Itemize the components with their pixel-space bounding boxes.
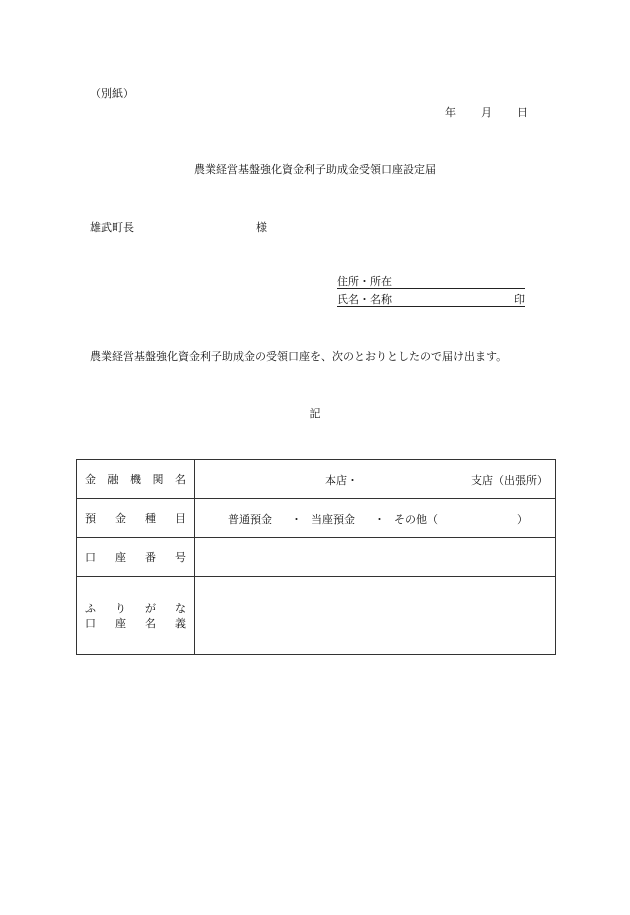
type-label-char: 金: [115, 512, 126, 525]
account-number-label-char: 座: [115, 551, 126, 564]
ordinary-deposit-option[interactable]: 普通預金: [228, 513, 272, 526]
account-holder-row: [77, 577, 556, 655]
type-label-char: 目: [175, 512, 186, 525]
address-label: 住所・所在: [337, 275, 392, 288]
other-deposit-option[interactable]: その他（: [394, 513, 438, 526]
address-field[interactable]: [337, 273, 525, 289]
account-number-row: [77, 538, 556, 577]
holder-label-char: 義: [175, 616, 186, 630]
bank-label-char: 名: [175, 473, 186, 486]
account-holder-field[interactable]: [195, 577, 556, 655]
addressee-honorific: 様: [256, 221, 267, 234]
page-title: 農業経営基盤強化資金利子助成金受領口座設定届: [194, 163, 436, 176]
account-number-label: [77, 538, 195, 577]
furigana-label-char: が: [145, 601, 156, 615]
date-day: 日: [517, 106, 528, 119]
account-number-label-char: 口: [85, 551, 96, 564]
account-number-label-char: 番: [145, 551, 156, 564]
bank-label: [77, 460, 195, 499]
ki-label: 記: [309, 407, 321, 420]
name-field[interactable]: [337, 291, 525, 307]
bank-label-char: 融: [107, 473, 119, 486]
bank-label-char: 関: [152, 473, 164, 486]
statement-text: 農業経営基盤強化資金利子助成金の受領口座を、次のとおりとしたので届け出ます。: [90, 350, 508, 363]
separator: ・: [291, 513, 302, 526]
bank-name-field[interactable]: [195, 460, 556, 499]
current-deposit-option[interactable]: 当座預金: [311, 513, 355, 526]
date-month: 月: [481, 106, 492, 119]
furigana-label-char: な: [175, 601, 186, 615]
main-branch-label: 本店・: [325, 474, 358, 487]
holder-label-char: 座: [115, 616, 126, 630]
date-year: 年: [445, 106, 456, 119]
holder-label-char: 名: [145, 616, 156, 630]
type-label-char: 預: [85, 512, 96, 525]
furigana-label-char: ふ: [85, 601, 96, 615]
bank-label-char: 金: [85, 473, 96, 486]
account-number-label-char: 号: [175, 551, 186, 564]
holder-label-char: 口: [85, 616, 96, 630]
deposit-type-row: [77, 499, 556, 538]
branch-label: 支店（出張所）: [471, 474, 548, 487]
deposit-type-field[interactable]: [195, 499, 556, 538]
name-label: 氏名・名称: [337, 293, 392, 306]
account-holder-label: [77, 577, 195, 655]
addressee-name: 雄武町長: [90, 221, 134, 234]
account-table: [76, 459, 556, 655]
bank-label-char: 機: [130, 473, 141, 486]
attachment-label: （別紙）: [90, 87, 134, 100]
other-close-paren: ）: [517, 513, 528, 526]
separator: ・: [374, 513, 385, 526]
furigana-label-char: り: [115, 601, 126, 615]
account-number-field[interactable]: [195, 538, 556, 577]
deposit-type-label: [77, 499, 195, 538]
seal-mark: 印: [514, 293, 525, 306]
type-label-char: 種: [145, 512, 156, 525]
bank-row: [77, 460, 556, 499]
